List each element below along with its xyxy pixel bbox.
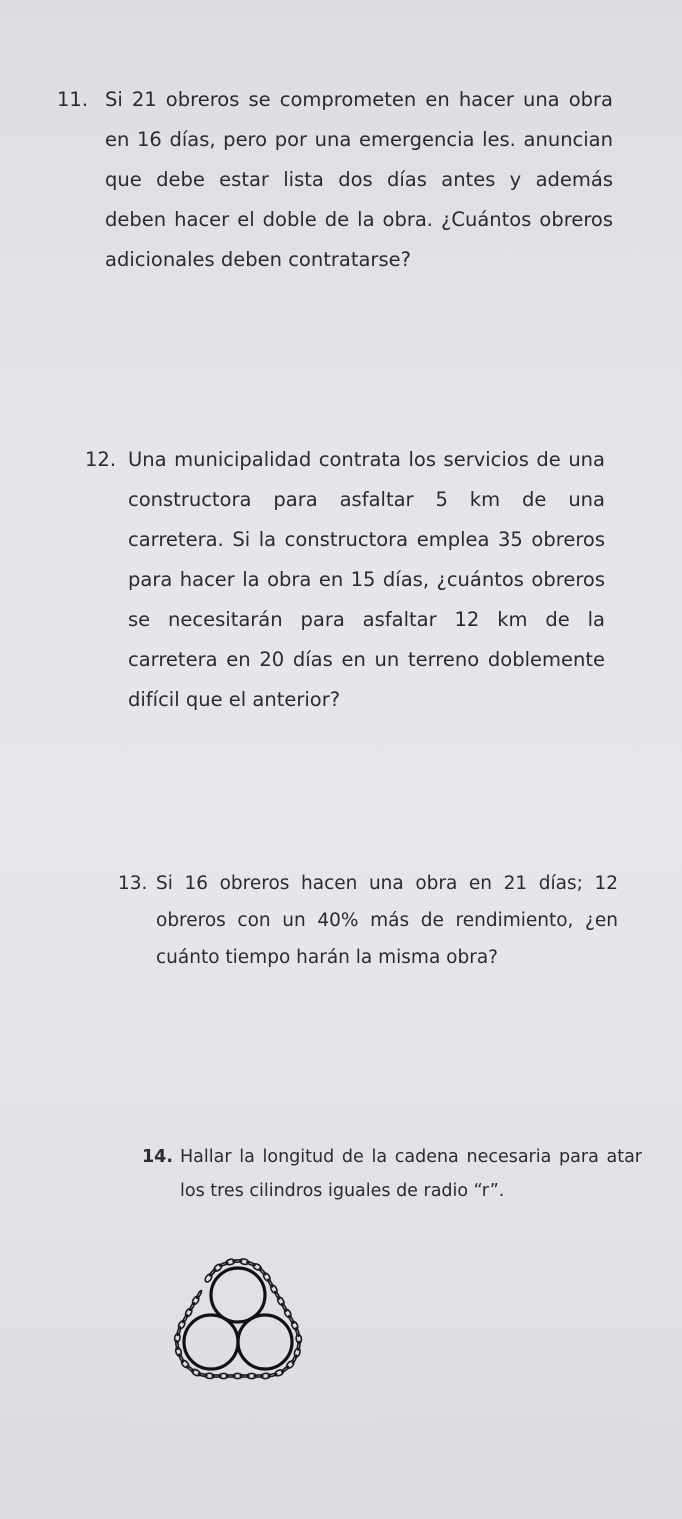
problem-text: Si 16 obreros hacen una obra en 21 días; 12 obreros con un 40% más de rendimiento, ¿en cuánto tiempo harán la misma obra?: [156, 873, 618, 968]
problem-12: [85, 440, 605, 720]
problem-number: 14.: [142, 1147, 174, 1167]
cylinder-left: [184, 1315, 238, 1369]
chain-link: [259, 1268, 267, 1276]
problem-number: 13.: [118, 873, 148, 894]
chain-link: [196, 1290, 202, 1299]
problem-number: 12.: [85, 448, 117, 471]
problem-text: Una municipalidad contrata los servicios de una constructora para asfaltar 5 km de una carretera. Si la constructora emplea 35 obreros para hacer la obra en 15 días, ¿cuántos obreros se necesitarán para asfaltar 12 km de la carretera en 20 días en un terreno doblemente difícil que el anterior?: [128, 448, 605, 711]
problem-text: Si 21 obreros se comprometen en hacer una obra en 16 días, pero por una emergencia les. anuncian que debe estar lista dos días antes y además deben hacer el doble de la obra. ¿Cuántos obreros adicionales deben contratarse?: [105, 88, 613, 271]
problem-14: [142, 1140, 642, 1208]
chain-link: [209, 1268, 217, 1276]
problem-number: 11.: [57, 88, 89, 111]
problem-13: [118, 865, 618, 976]
cylinders: [184, 1268, 292, 1369]
cylinder-top: [211, 1268, 265, 1322]
problem-text: Hallar la longitud de la cadena necesaria para atar los tres cilindros iguales de radio “r”.: [180, 1147, 642, 1201]
cylinder-right: [238, 1315, 292, 1369]
chain-link: [252, 1262, 262, 1271]
problem-11: [57, 80, 613, 280]
chain-link: [285, 1360, 295, 1370]
three-cylinders-chain-icon: [168, 1240, 308, 1395]
